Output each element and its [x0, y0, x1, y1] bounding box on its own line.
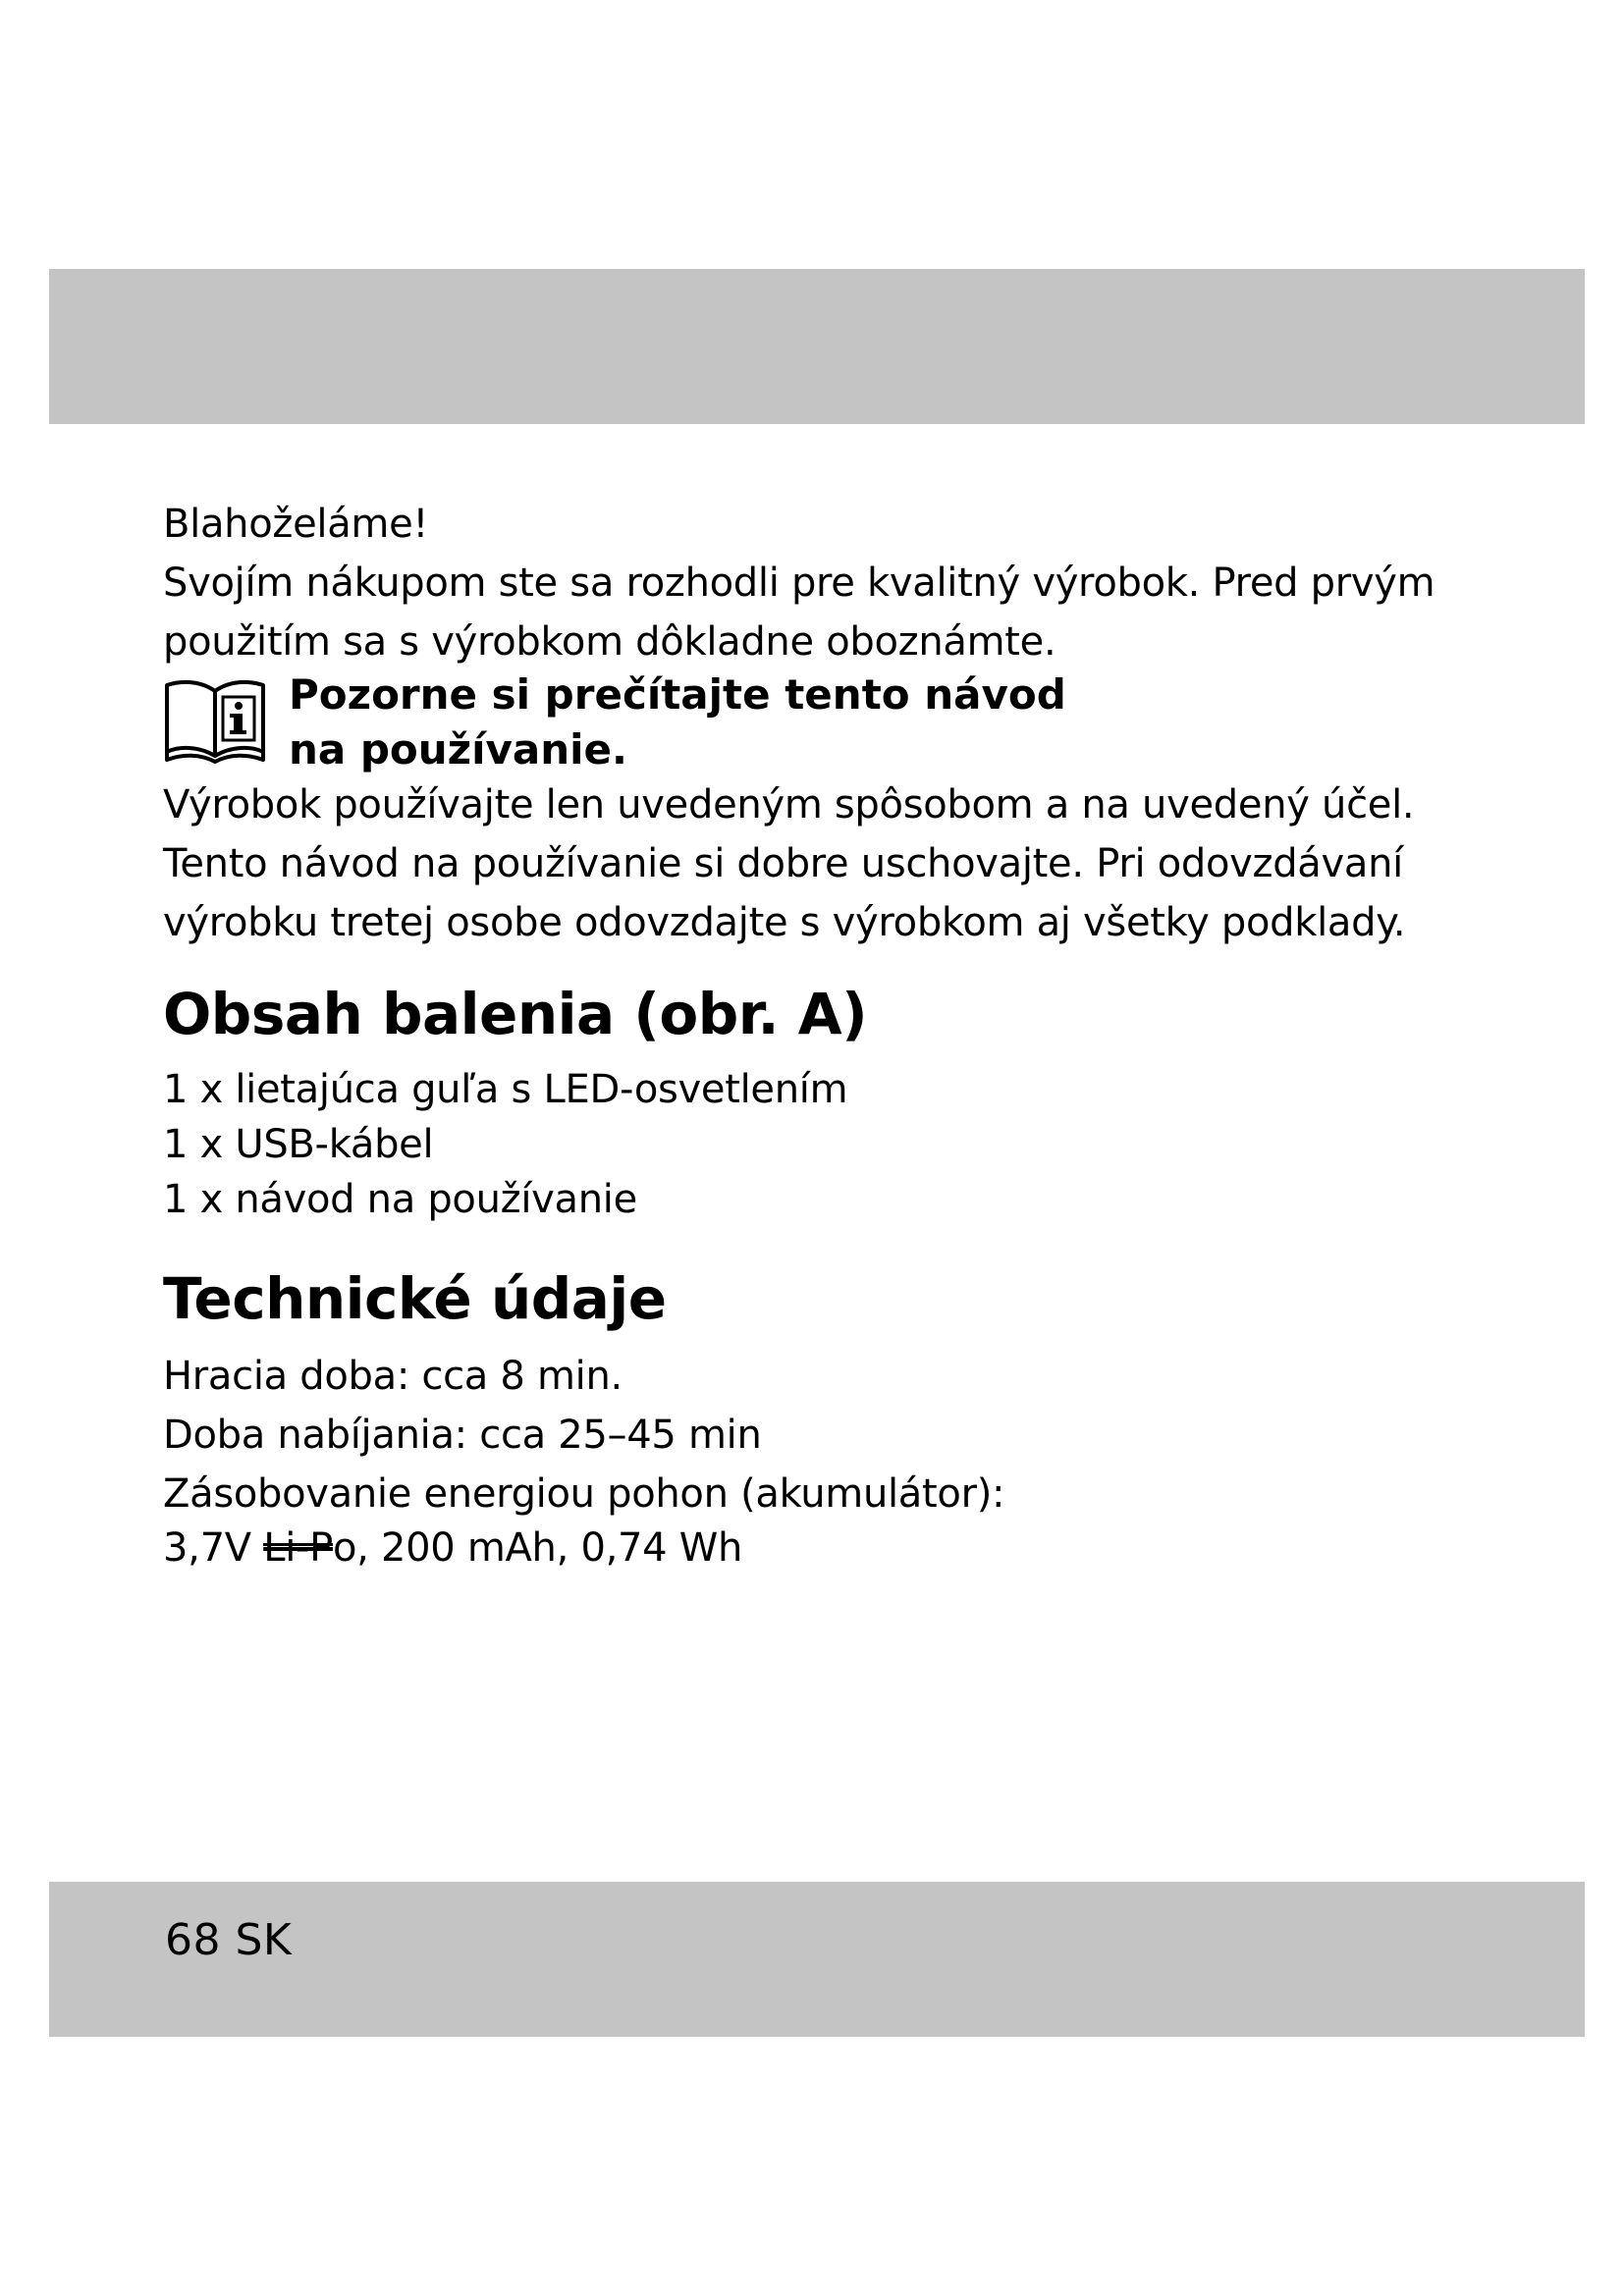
- contents-heading: Obsah balenia (obr. A): [163, 981, 868, 1047]
- read-manual-notice: [163, 667, 1459, 775]
- notice-text: [289, 667, 1066, 777]
- battery-capacity: o, 200 mAh, 0,74 Wh: [332, 1525, 743, 1571]
- usage-line: výrobku tretej osobe odovzdajte s výrobkom aj všetky podklady.: [163, 900, 1406, 945]
- intro-line: použitím sa s výrobkom dôkladne oboznámte.: [163, 619, 1056, 665]
- usage-line: Výrobok používajte len uvedeným spôsobom a na uvedený účel.: [163, 782, 1415, 828]
- info-book-icon: [163, 677, 267, 764]
- usage-line: Tento návod na používanie si dobre uschovajte. Pri odovzdávaní: [163, 841, 1403, 886]
- notice-line: na používanie.: [289, 725, 627, 774]
- spec-line: Zásobovanie energiou pohon (akumulátor):: [163, 1471, 1005, 1517]
- contents-item: 1 x lietajúca guľa s LED-osvetlením: [163, 1067, 848, 1112]
- notice-line: Pozorne si prečítajte tento návod: [289, 670, 1066, 719]
- spec-line: Hracia doba: cca 8 min.: [163, 1354, 623, 1399]
- battery-spec-line: [163, 1523, 1459, 1573]
- intro-line: Svojím nákupom ste sa rozhodli pre kvalitný výrobok. Pred prvým: [163, 561, 1435, 606]
- contents-item: 1 x návod na používanie: [163, 1177, 637, 1222]
- battery-type-symbol: Li-P: [263, 1525, 333, 1571]
- intro-greeting: Blahoželáme!: [163, 502, 429, 547]
- specs-heading: Technické údaje: [163, 1265, 667, 1332]
- spec-line: Doba nabíjania: cca 25–45 min: [163, 1413, 762, 1458]
- header-band: [49, 269, 1585, 424]
- contents-item: 1 x USB-kábel: [163, 1122, 434, 1167]
- page-number: 68 SK: [165, 1915, 293, 1965]
- page-content: [163, 495, 1459, 1573]
- battery-voltage: 3,7V: [163, 1525, 264, 1571]
- footer-band: [49, 1882, 1585, 2037]
